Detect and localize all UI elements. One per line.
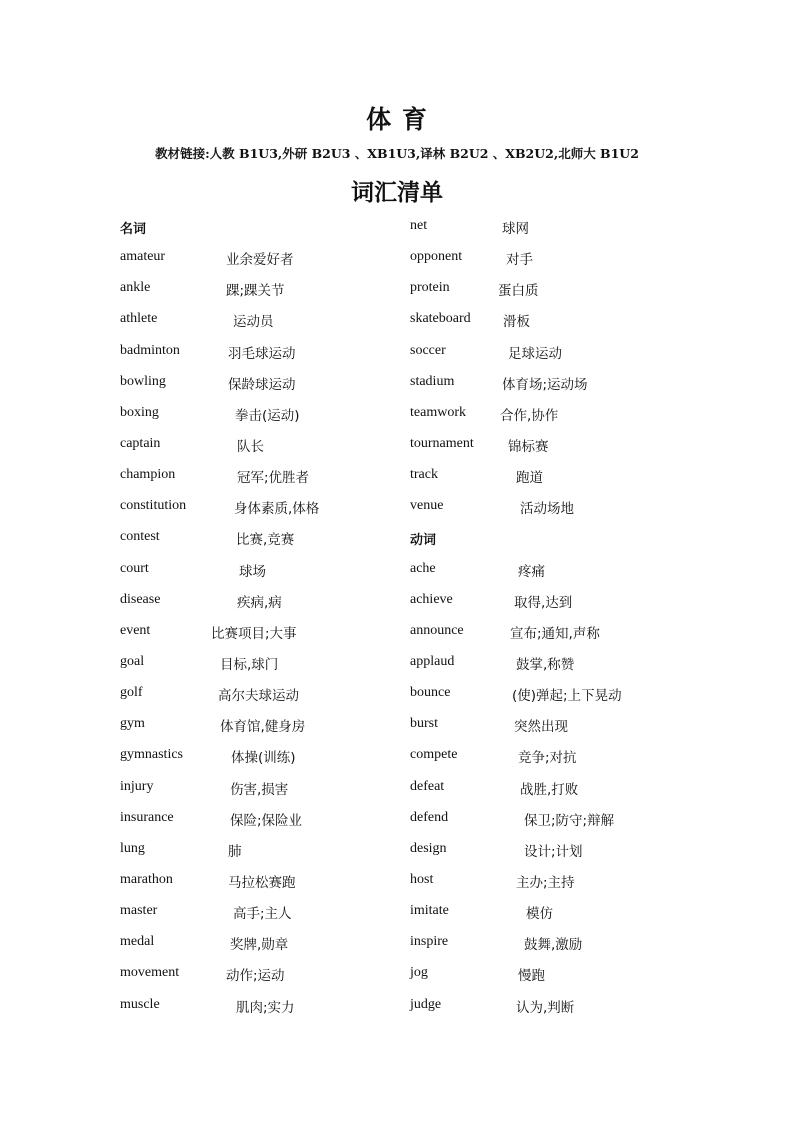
chinese-meaning: 突然出现	[514, 719, 568, 736]
english-word: design	[410, 840, 447, 856]
english-word: master	[120, 903, 158, 919]
english-word: protein	[410, 280, 450, 296]
vocab-entry	[410, 555, 690, 586]
vocab-entry	[410, 212, 690, 243]
chinese-meaning: 体育馆,健身房	[220, 719, 306, 736]
vocab-entry	[120, 835, 400, 866]
vocab-entry	[120, 804, 400, 835]
chinese-meaning: 锦标赛	[508, 438, 549, 455]
english-word: jog	[410, 965, 428, 981]
chinese-meaning: 拳击(运动)	[235, 407, 300, 424]
chinese-meaning: 跑道	[516, 470, 543, 487]
vocab-entry	[120, 897, 400, 928]
english-word: insurance	[120, 809, 174, 825]
chinese-meaning: 设计;计划	[524, 843, 583, 860]
chinese-meaning: 疾病,病	[237, 594, 282, 611]
vocab-entry	[410, 368, 690, 399]
vocab-entry	[410, 804, 690, 835]
english-word: event	[120, 622, 151, 638]
chinese-meaning: 比赛,竞赛	[236, 532, 295, 549]
english-word: court	[120, 560, 149, 576]
chinese-meaning: 业余爱好者	[226, 252, 294, 269]
vocab-entry	[120, 337, 400, 368]
vocab-entry	[410, 679, 690, 710]
vocab-entry	[120, 866, 400, 897]
chinese-meaning: 体育场;运动场	[502, 376, 588, 393]
vocab-entry	[410, 866, 690, 897]
chinese-meaning: 活动场地	[520, 501, 574, 518]
vocab-entry	[120, 523, 400, 554]
vocab-entry	[120, 648, 400, 679]
english-word: inspire	[410, 934, 449, 950]
english-word: goal	[120, 653, 145, 669]
chinese-meaning: 蛋白质	[498, 283, 539, 300]
english-word: judge	[410, 996, 442, 1012]
vocab-column-left	[120, 212, 400, 1022]
chinese-meaning: 认为,判断	[516, 999, 575, 1016]
chinese-meaning: 羽毛球运动	[228, 345, 296, 362]
chinese-meaning: 动作;运动	[226, 968, 285, 985]
english-word: medal	[120, 934, 155, 950]
vocab-entry	[120, 430, 400, 461]
chinese-meaning: 竞争;对抗	[518, 750, 577, 767]
chinese-meaning: 主办;主持	[516, 874, 575, 891]
section-header: 动词	[410, 533, 437, 549]
english-word: bounce	[410, 685, 451, 701]
vocab-entry	[410, 461, 690, 492]
chinese-meaning: 滑板	[503, 314, 530, 331]
chinese-meaning: 足球运动	[508, 345, 562, 362]
vocab-entry	[120, 274, 400, 305]
chinese-meaning: 马拉松赛跑	[228, 874, 296, 891]
vocab-entry	[120, 586, 400, 617]
chinese-meaning: 鼓掌,称赞	[516, 656, 575, 673]
english-word: net	[410, 218, 428, 233]
english-word: defeat	[410, 778, 445, 794]
chinese-meaning: 冠军;优胜者	[237, 470, 310, 487]
chinese-meaning: 保卫;防守;辩解	[524, 812, 615, 829]
english-word: opponent	[410, 249, 463, 265]
section-header: 名词	[120, 222, 147, 237]
vocab-entry	[410, 741, 690, 772]
english-word: burst	[410, 716, 438, 732]
vocab-entry	[410, 305, 690, 336]
english-word: captain	[120, 435, 161, 451]
chinese-meaning: 比赛项目;大事	[211, 625, 297, 642]
english-word: ankle	[120, 280, 151, 296]
vocab-column-right	[410, 212, 690, 1022]
english-word: announce	[410, 622, 464, 638]
vocab-entry	[410, 274, 690, 305]
chinese-meaning: (使)弹起;上下晃动	[512, 688, 622, 705]
english-word: golf	[120, 685, 143, 701]
vocab-entry	[410, 337, 690, 368]
english-word: muscle	[120, 996, 160, 1012]
vocabulary-list-title: 词汇清单	[351, 179, 443, 206]
vocab-entry	[120, 959, 400, 990]
vocab-entry	[410, 648, 690, 679]
english-word: imitate	[410, 903, 449, 919]
english-word: amateur	[120, 249, 166, 265]
chinese-meaning: 球网	[502, 221, 529, 237]
chinese-meaning: 合作,协作	[500, 407, 559, 424]
chinese-meaning: 保险;保险业	[230, 812, 303, 829]
vocab-entry	[410, 897, 690, 928]
english-word: applaud	[410, 653, 455, 669]
english-word: bowling	[120, 373, 166, 389]
vocab-entry	[120, 679, 400, 710]
english-word: tournament	[410, 435, 474, 451]
chinese-meaning: 球场	[239, 563, 266, 580]
chinese-meaning: 模仿	[526, 906, 553, 923]
vocab-entry	[410, 399, 690, 430]
english-word: venue	[410, 498, 444, 514]
chinese-meaning: 宣布;通知,声称	[510, 625, 600, 642]
section-header-row	[120, 212, 400, 243]
vocab-entry	[120, 368, 400, 399]
vocab-entry	[410, 617, 690, 648]
chinese-meaning: 肌肉;实力	[236, 999, 295, 1016]
chinese-meaning: 疼痛	[518, 563, 545, 580]
vocab-entry	[120, 555, 400, 586]
textbook-links: 教材链接:人教 B1U3,外研 B2U3 、XB1U3,译林 B2U2 、XB2U2,北师大 B1U2	[155, 146, 639, 161]
vocab-entry	[410, 959, 690, 990]
english-word: boxing	[120, 404, 159, 420]
vocab-entry	[410, 586, 690, 617]
chinese-meaning: 慢跑	[518, 968, 545, 985]
english-word: movement	[120, 965, 180, 981]
vocab-entry	[410, 430, 690, 461]
english-word: marathon	[120, 871, 173, 887]
vocab-entry	[120, 991, 400, 1022]
chinese-meaning: 队长	[237, 438, 264, 455]
vocab-entry	[120, 461, 400, 492]
chinese-meaning: 目标,球门	[220, 656, 279, 673]
section-header-row	[410, 523, 690, 554]
vocab-entry	[410, 835, 690, 866]
english-word: skateboard	[410, 311, 471, 327]
vocab-entry	[410, 710, 690, 741]
english-word: achieve	[410, 591, 453, 607]
english-word: host	[410, 871, 434, 887]
vocab-entry	[120, 492, 400, 523]
english-word: soccer	[410, 342, 446, 358]
chinese-meaning: 运动员	[233, 314, 274, 331]
english-word: compete	[410, 747, 458, 763]
vocab-entry	[410, 243, 690, 274]
english-word: defend	[410, 809, 449, 825]
chinese-meaning: 战胜,打败	[520, 781, 579, 798]
english-word: athlete	[120, 311, 158, 327]
vocab-entry	[120, 741, 400, 772]
vocab-entry	[120, 243, 400, 274]
english-word: stadium	[410, 373, 455, 389]
chinese-meaning: 奖牌,勋章	[230, 937, 289, 954]
chinese-meaning: 踝;踝关节	[226, 283, 285, 300]
vocab-entry	[120, 710, 400, 741]
english-word: injury	[120, 778, 154, 794]
english-word: ache	[410, 560, 436, 576]
english-word: teamwork	[410, 404, 466, 420]
english-word: contest	[120, 529, 160, 545]
chinese-meaning: 肺	[228, 843, 242, 860]
english-word: lung	[120, 840, 145, 856]
chinese-meaning: 体操(训练)	[231, 750, 296, 767]
vocab-entry	[410, 928, 690, 959]
chinese-meaning: 高手;主人	[233, 906, 292, 923]
english-word: gym	[120, 716, 145, 732]
page-title: 体 育	[366, 105, 428, 134]
chinese-meaning: 鼓舞,激励	[524, 937, 583, 954]
english-word: disease	[120, 591, 161, 607]
chinese-meaning: 高尔夫球运动	[218, 688, 299, 705]
english-word: champion	[120, 467, 176, 483]
vocab-entry	[410, 991, 690, 1022]
vocab-entry	[120, 305, 400, 336]
vocab-entry	[410, 773, 690, 804]
chinese-meaning: 对手	[506, 252, 533, 269]
english-word: gymnastics	[120, 747, 183, 763]
chinese-meaning: 身体素质,体格	[234, 501, 320, 518]
chinese-meaning: 伤害,损害	[230, 781, 289, 798]
english-word: track	[410, 467, 438, 483]
vocab-entry	[120, 928, 400, 959]
vocab-entry	[410, 492, 690, 523]
vocab-entry	[120, 617, 400, 648]
english-word: constitution	[120, 498, 187, 514]
vocab-entry	[120, 399, 400, 430]
english-word: badminton	[120, 342, 180, 358]
chinese-meaning: 取得,达到	[514, 594, 573, 611]
chinese-meaning: 保龄球运动	[228, 376, 296, 393]
vocab-entry	[120, 773, 400, 804]
